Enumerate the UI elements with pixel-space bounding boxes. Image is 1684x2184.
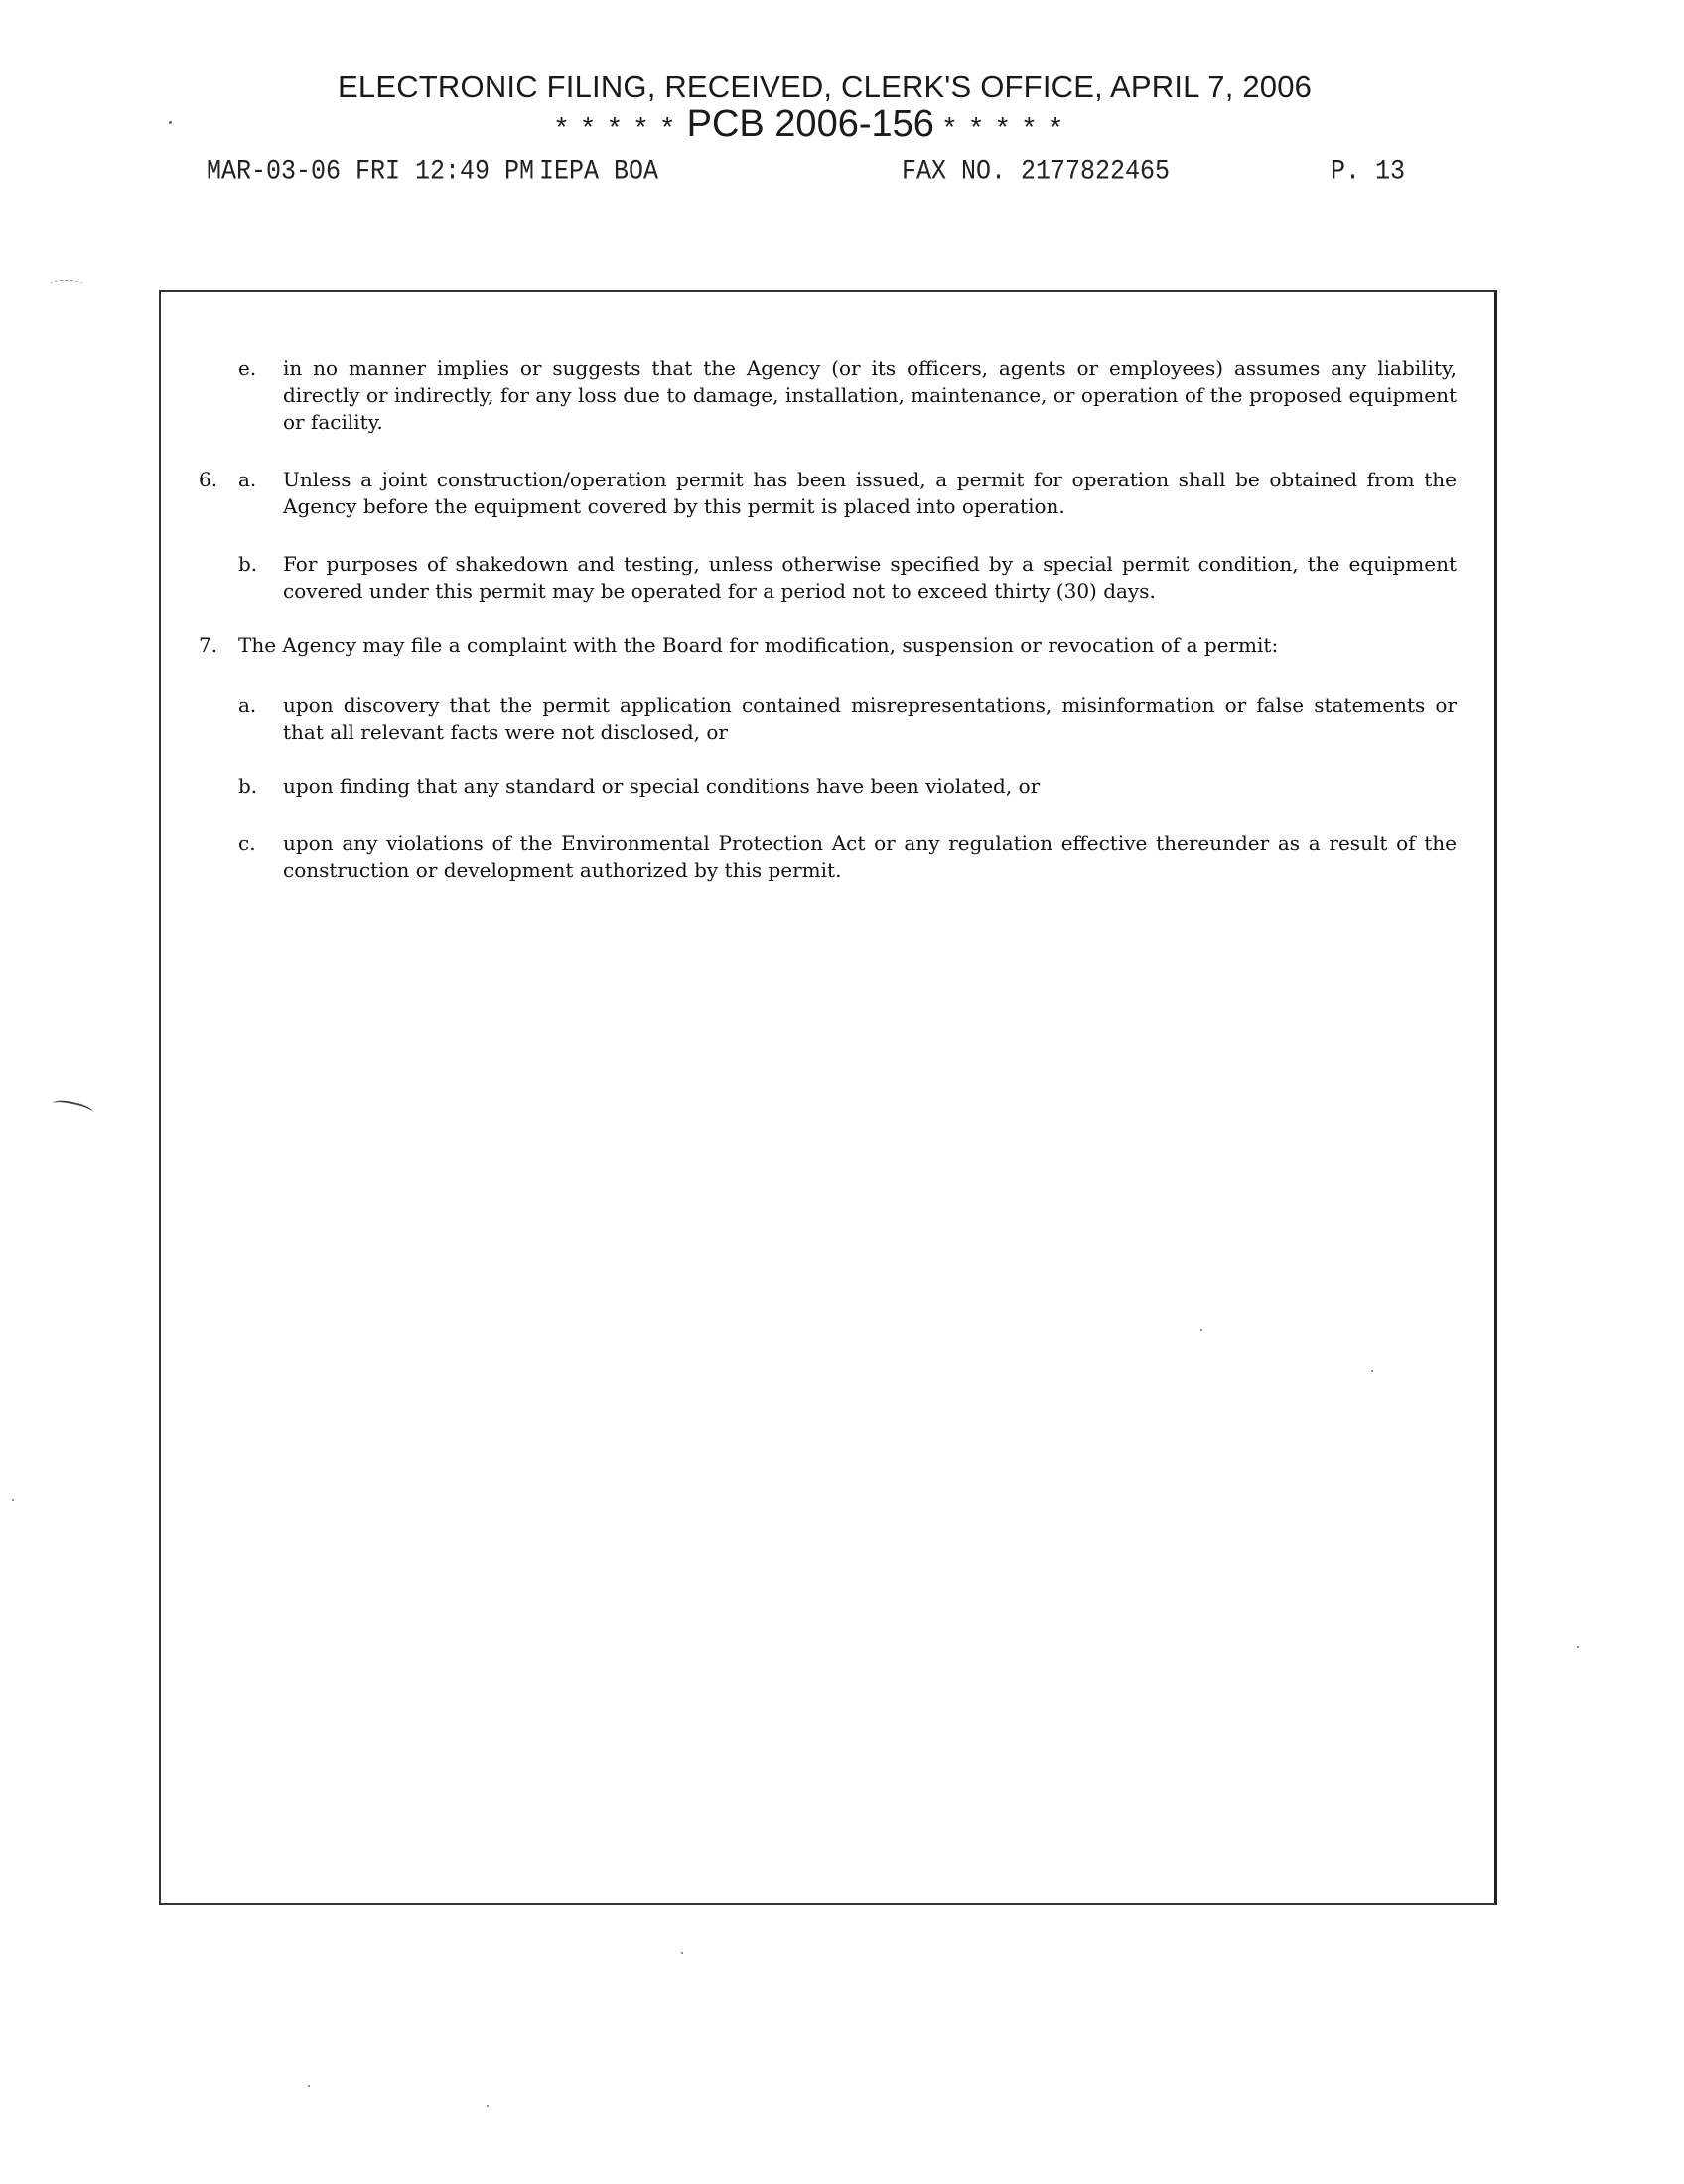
item-number: 7. [199,633,218,657]
fax-date-time: MAR-03-06 FRI 12:49 PM [207,155,535,188]
scan-speck [681,1952,683,1954]
item-letter: b. [238,552,258,576]
condition-text: For purposes of shakedown and testing, unless otherwise specified by a special permit condition, the equipment covered under this permit may be operated for a period not to exceed thirty (30) days. [283,552,1457,603]
condition-text: upon discovery that the permit application contained misrepresentations, misinformation or false statements or that all relevant facts were not disclosed, or [283,693,1457,744]
scan-speck [487,2105,489,2107]
condition-text: upon any violations of the Environmental Protection Act or any regulation effective thereunder as a result of the construction or development authorized by this permit. [283,831,1457,882]
fax-page-number: P. 13 [1331,155,1406,188]
scan-speck [12,1499,14,1501]
condition-text: Unless a joint construction/operation permit has been issued, a permit for operation shall be obtained from the Agency before the equipment covered by this permit is placed into operation. [283,468,1457,518]
item-letter: e. [238,356,257,380]
stamp-stars-right: * * * * * [943,111,1065,142]
stamp-stars-left: * * * * * [556,111,677,142]
item-letter: b. [238,774,258,798]
condition-text: The Agency may file a complaint with the Board for modification, suspension or revocation of a permit: [238,633,1279,657]
scan-speck [1200,1329,1202,1331]
scan-speck [1371,1370,1373,1372]
item-letter: a. [238,693,257,717]
scan-speck [1577,1646,1579,1648]
item-number: 6. [199,468,218,491]
case-number-line [556,103,1112,146]
fax-sender: IEPA BOA [539,155,659,188]
filing-stamp: ELECTRONIC FILING, RECEIVED, CLERK'S OFFICE, APRIL 7, 2006 [338,69,1313,104]
item-letter: c. [238,831,256,855]
fax-number: FAX NO. 2177822465 [902,155,1171,188]
scan-speck [169,121,172,124]
case-number: PCB 2006-156 [686,103,934,145]
scan-mark [51,1098,94,1118]
document-frame [159,290,1497,1905]
condition-text: upon finding that any standard or special conditions have been violated, or [283,774,1041,798]
condition-text: in no manner implies or suggests that the Agency (or its officers, agents or employees) assumes any liability, directly or indirectly, for any loss due to damage, installation, maintenance, or operation of the proposed equipment or facility. [283,356,1457,434]
scan-speck [308,2085,310,2087]
scan-mark [48,280,83,289]
item-letter: a. [238,468,257,491]
